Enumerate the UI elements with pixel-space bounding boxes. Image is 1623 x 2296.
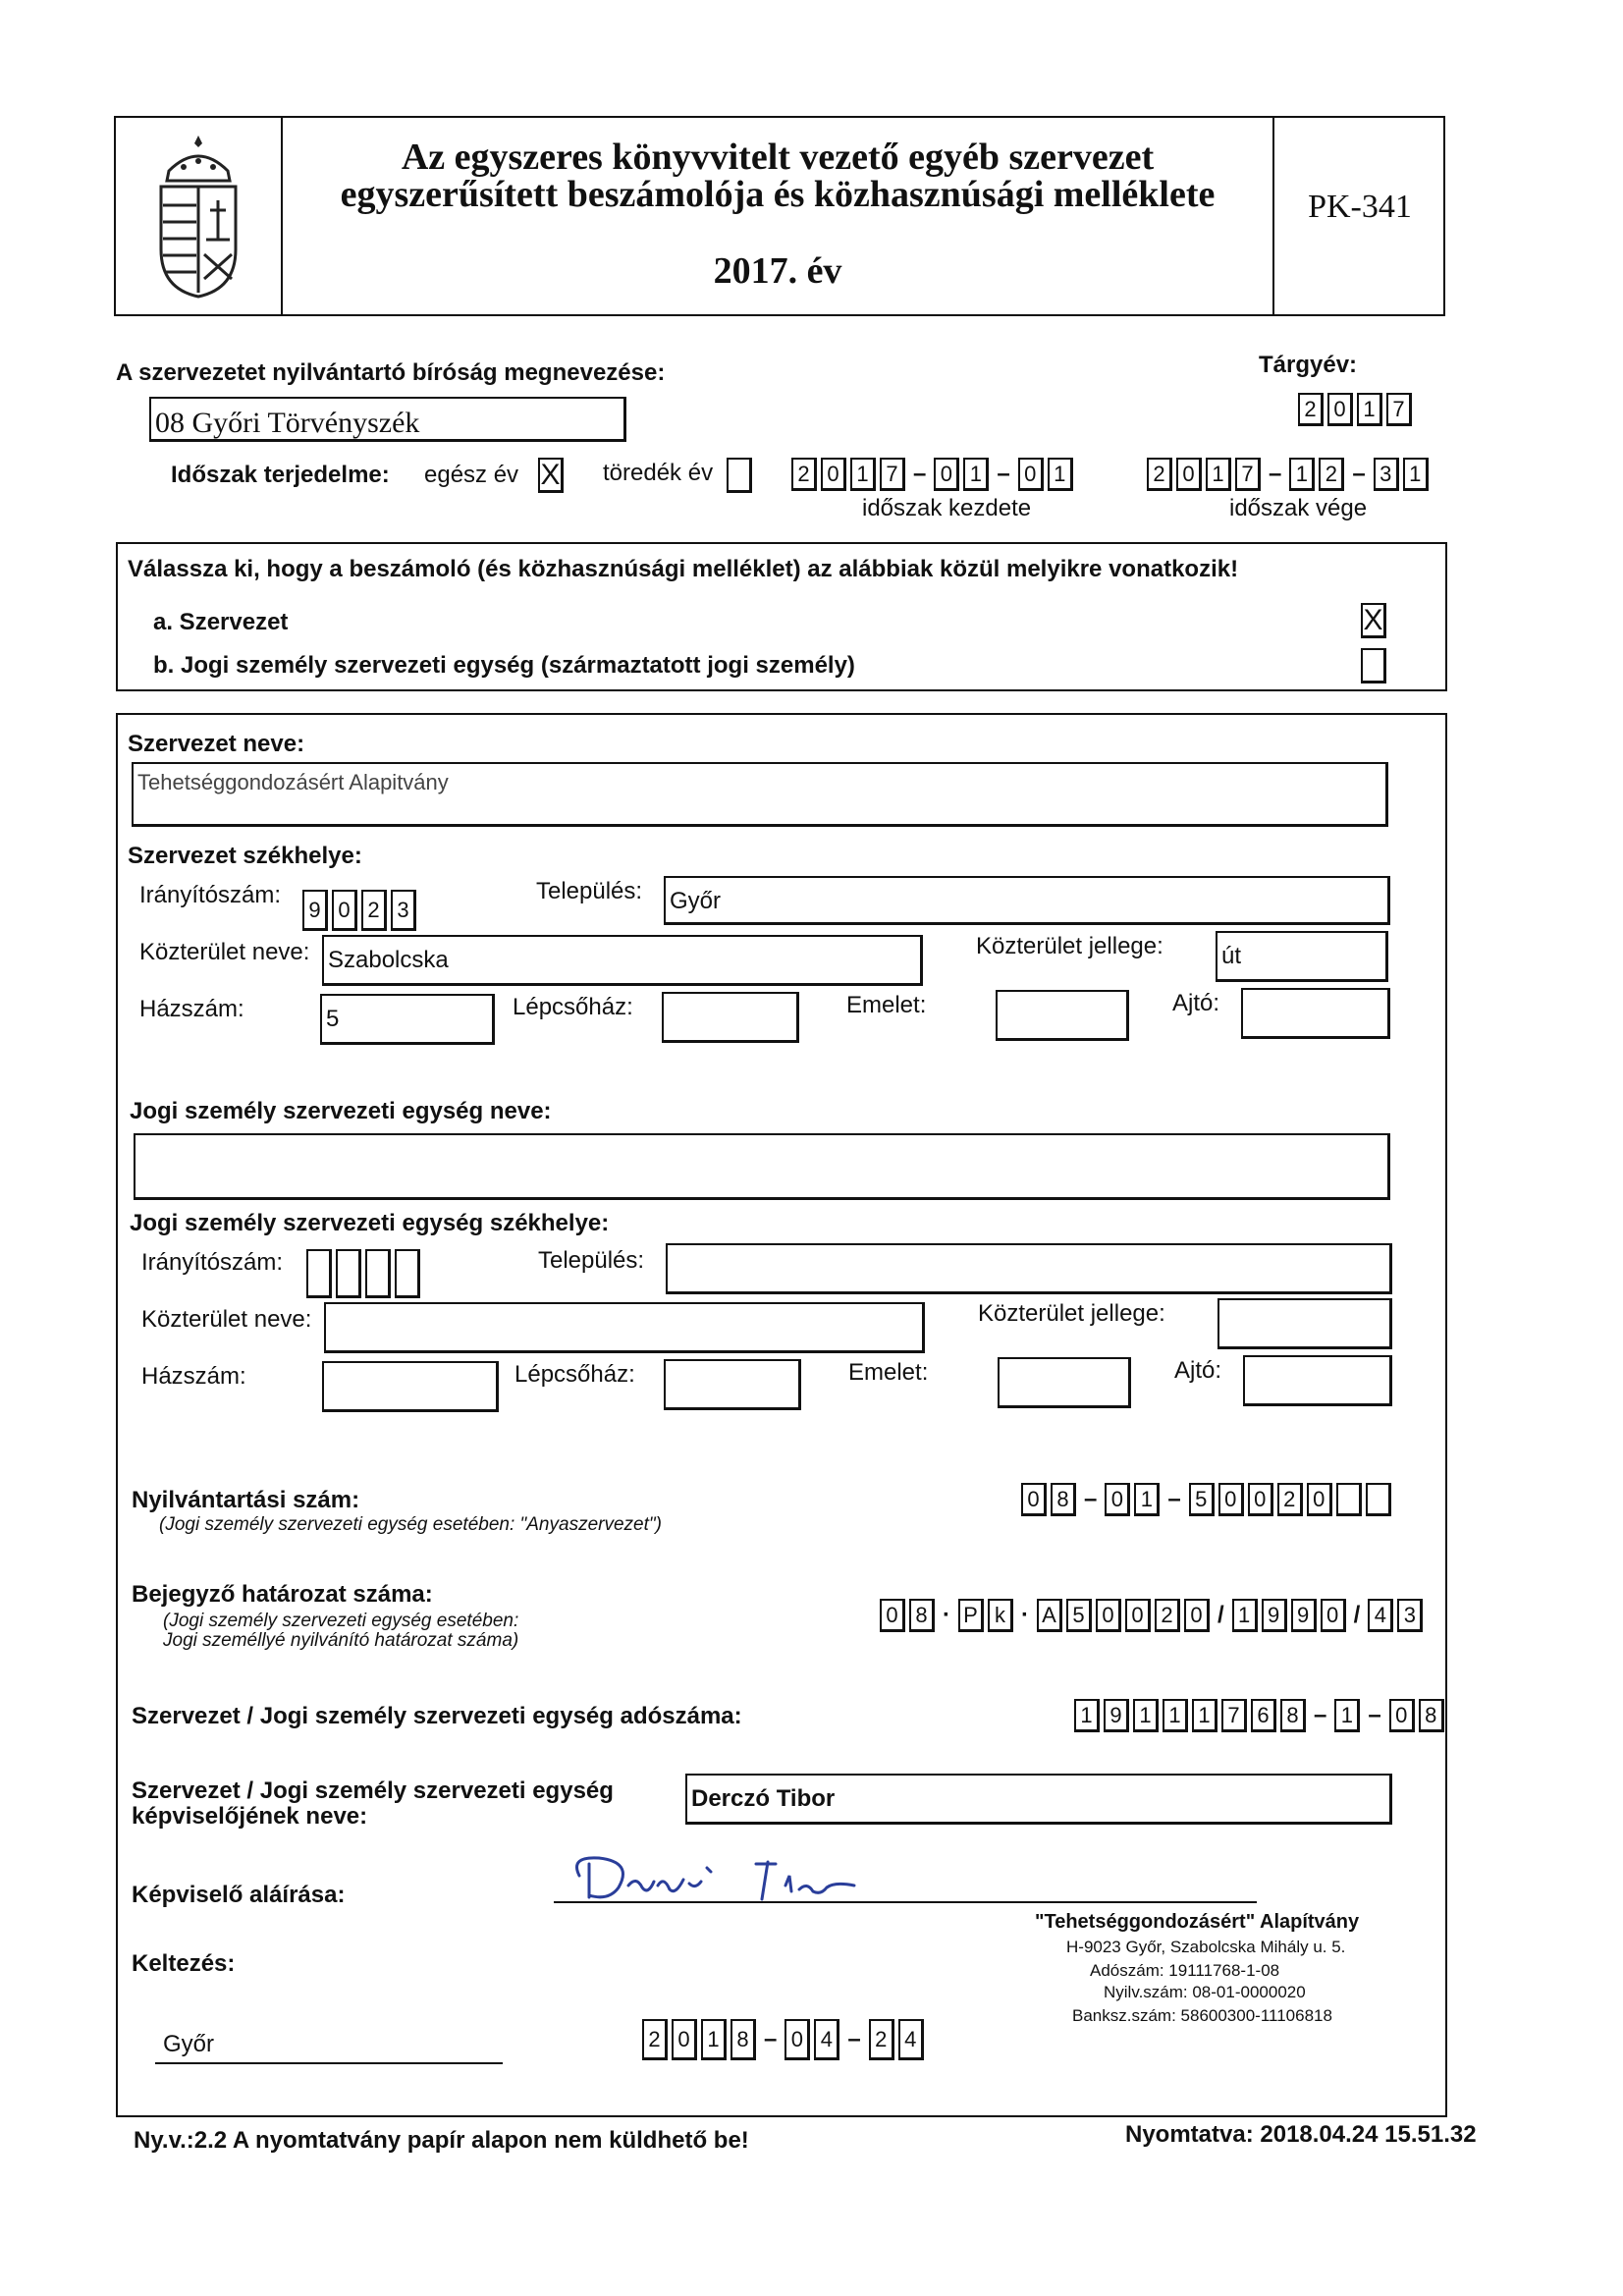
org-street-label: Közterület neve: [139, 939, 310, 965]
header-title-cell [283, 116, 1274, 316]
option-b-checkbox[interactable] [1361, 648, 1386, 683]
period-start-digit: 1 [963, 458, 989, 491]
signature-label: Képviselő aláírása: [132, 1882, 346, 1908]
tax-digit: 1 [1133, 1699, 1159, 1732]
decision-char: P [958, 1599, 984, 1632]
date-label: Keltezés: [132, 1950, 236, 1977]
decision-note-line1: (Jogi személy szervezeti egység esetében: [163, 1611, 519, 1631]
targyev-label: Tárgyév: [1259, 352, 1358, 378]
org-door-label: Ajtó: [1172, 990, 1220, 1016]
unit-seat-label: Jogi személy szervezeti egység székhelye: [130, 1210, 610, 1236]
registration-digit: 8 [1051, 1483, 1076, 1516]
option-a-checkbox[interactable]: X [1361, 603, 1386, 638]
header-logo-cell [114, 116, 283, 316]
footer-right: Nyomtatva: 2018.04.24 15.51.32 [1125, 2121, 1477, 2148]
date-digit: 4 [898, 2019, 924, 2060]
whole-year-label: egész év [424, 462, 519, 488]
date-dash: – [764, 2026, 778, 2052]
period-start-digit: 1 [1048, 458, 1073, 491]
whole-year-checkbox[interactable]: X [538, 458, 564, 493]
period-start-digit: 2 [791, 458, 817, 491]
org-floor-label: Emelet: [846, 992, 927, 1018]
decision-char: 0 [1184, 1599, 1210, 1632]
org-name-field[interactable]: Tehetséggondozásért Alapitvány [132, 762, 1388, 827]
registration-digit: 0 [1105, 1483, 1130, 1516]
period-end-digit: 1 [1403, 458, 1429, 491]
period-end-digit: 2 [1147, 458, 1172, 491]
decision-label: Bejegyző határozat száma: [132, 1581, 433, 1608]
registration-digit: 0 [1307, 1483, 1332, 1516]
unit-floor-field[interactable] [998, 1357, 1131, 1408]
unit-door-label: Ajtó: [1174, 1357, 1222, 1384]
decision-char: A [1037, 1599, 1062, 1632]
unit-stair-field[interactable] [664, 1359, 801, 1410]
decision-cells[interactable] [880, 1599, 1427, 1632]
decision-char: k [988, 1599, 1013, 1632]
org-stair-field[interactable] [662, 992, 799, 1043]
registration-digit: 2 [1277, 1483, 1303, 1516]
unit-city-field[interactable] [666, 1243, 1392, 1294]
period-end-digit: 0 [1176, 458, 1202, 491]
targyev-digit: 0 [1327, 393, 1353, 426]
partial-year-label: töredék év [603, 460, 714, 486]
tax-digit: 8 [1419, 1699, 1444, 1732]
org-house-field[interactable]: 5 [320, 994, 495, 1045]
decision-char: 2 [1155, 1599, 1180, 1632]
unit-zip-digit [306, 1249, 332, 1298]
court-label: A szervezetet nyilvántartó bíróság megnevezése: [116, 359, 666, 386]
period-start-caption: időszak kezdete [862, 495, 1032, 521]
targyev-digit: 1 [1357, 393, 1382, 426]
tax-digit: 1 [1192, 1699, 1217, 1732]
period-end-digit: 1 [1289, 458, 1315, 491]
unit-name-field[interactable] [134, 1133, 1390, 1200]
unit-zip-digit [395, 1249, 420, 1298]
unit-street-type-field[interactable] [1217, 1298, 1392, 1349]
period-start-digit: 0 [934, 458, 959, 491]
registration-cells[interactable] [1021, 1483, 1395, 1516]
decision-slash: / [1217, 1602, 1224, 1628]
stamp-line4: Nyilv.szám: 08-01-0000020 [1104, 1983, 1306, 2001]
form-code: PK-341 [1308, 189, 1412, 225]
registration-digit: 5 [1189, 1483, 1215, 1516]
date-digit: 4 [814, 2019, 839, 2060]
period-start-digit: 7 [880, 458, 905, 491]
targyev-digit: 7 [1386, 393, 1412, 426]
date-digit: 0 [672, 2019, 697, 2060]
unit-house-field[interactable] [322, 1361, 499, 1412]
period-end-caption: időszak vége [1229, 495, 1368, 521]
tax-digit: 6 [1251, 1699, 1276, 1732]
unit-street-type-label: Közterület jellege: [978, 1300, 1165, 1327]
period-end-digit: 3 [1374, 458, 1399, 491]
unit-floor-label: Emelet: [848, 1359, 929, 1386]
decision-char: 4 [1368, 1599, 1393, 1632]
handwritten-signature [560, 1846, 913, 1915]
stamp-line2: H-9023 Győr, Szabolcska Mihály u. 5. [1066, 1938, 1346, 1956]
date-cells[interactable] [642, 2019, 928, 2060]
date-dash: – [1269, 461, 1282, 487]
period-label: Időszak terjedelme: [171, 462, 390, 488]
date-place-line [155, 2062, 503, 2064]
unit-zip-cells[interactable] [306, 1249, 424, 1298]
decision-dot: · [943, 1602, 950, 1628]
decision-char: 0 [880, 1599, 905, 1632]
period-start-digit: 0 [821, 458, 846, 491]
stamp-line5: Banksz.szám: 58600300-11106818 [1072, 2006, 1332, 2025]
decision-char: 0 [1125, 1599, 1151, 1632]
date-dash: – [847, 2026, 861, 2052]
decision-dot: · [1021, 1602, 1029, 1628]
decision-char: 3 [1397, 1599, 1423, 1632]
date-dash: – [913, 461, 927, 487]
tax-digit: 9 [1104, 1699, 1129, 1732]
org-house-label: Házszám: [139, 996, 244, 1022]
org-zip-digit: 9 [302, 890, 328, 931]
registration-digit: 0 [1248, 1483, 1273, 1516]
date-digit: 0 [784, 2019, 810, 2060]
org-city-field[interactable]: Győr [664, 876, 1390, 925]
option-a-label: a. Szervezet [153, 609, 289, 635]
org-zip-digit: 3 [391, 890, 416, 931]
tax-label: Szervezet / Jogi személy szervezeti egység adószáma: [132, 1703, 742, 1729]
form-title-line1: Az egyszeres könyvvitelt vezető egyéb szervezet [401, 137, 1155, 178]
unit-zip-label: Irányítószám: [141, 1249, 284, 1276]
decision-note-line2: Jogi személlyé nyilvánító határozat száma) [163, 1630, 519, 1651]
registration-note: (Jogi személy szervezeti egység esetében: "Anyaszervezet") [159, 1514, 662, 1535]
unit-stair-label: Lépcsőház: [514, 1361, 635, 1388]
tax-digit: 7 [1221, 1699, 1247, 1732]
stamp-line1: "Tehetséggondozásért" Alapítvány [1035, 1911, 1360, 1933]
partial-year-checkbox[interactable] [727, 458, 752, 493]
unit-street-label: Közterület neve: [141, 1306, 312, 1333]
tax-digit: 1 [1163, 1699, 1188, 1732]
org-street-field[interactable]: Szabolcska [322, 935, 923, 986]
decision-char: 9 [1262, 1599, 1287, 1632]
registration-digit: 0 [1021, 1483, 1047, 1516]
org-stair-label: Lépcsőház: [513, 994, 633, 1020]
unit-zip-digit [365, 1249, 391, 1298]
registration-label: Nyilvántartási szám: [132, 1487, 360, 1513]
registration-digit: 0 [1218, 1483, 1244, 1516]
period-end-cells[interactable] [1147, 458, 1433, 491]
unit-zip-digit [336, 1249, 361, 1298]
date-dash: – [997, 461, 1010, 487]
period-end-digit: 1 [1206, 458, 1231, 491]
org-door-field[interactable] [1241, 988, 1390, 1039]
period-start-digit: 1 [850, 458, 876, 491]
number-dash: – [1084, 1486, 1098, 1512]
org-zip-digit: 0 [332, 890, 357, 931]
number-dash: – [1368, 1702, 1381, 1728]
decision-char: 8 [909, 1599, 935, 1632]
date-digit: 2 [869, 2019, 894, 2060]
period-end-digit: 7 [1235, 458, 1261, 491]
date-digit: 1 [701, 2019, 727, 2060]
unit-door-field[interactable] [1243, 1355, 1392, 1406]
representative-label-line1: Szervezet / Jogi személy szervezeti egység [132, 1777, 614, 1804]
org-name-label: Szervezet neve: [128, 731, 305, 757]
period-start-digit: 0 [1018, 458, 1044, 491]
decision-char: 0 [1096, 1599, 1121, 1632]
org-zip-digit: 2 [361, 890, 387, 931]
org-zip-label: Irányítószám: [139, 882, 282, 908]
org-floor-field[interactable] [996, 990, 1129, 1041]
date-digit: 2 [642, 2019, 668, 2060]
unit-name-label: Jogi személy szervezeti egység neve: [130, 1098, 552, 1124]
decision-char: 5 [1066, 1599, 1092, 1632]
number-dash: – [1167, 1486, 1181, 1512]
form-year-title: 2017. év [713, 250, 842, 292]
decision-char: 0 [1321, 1599, 1346, 1632]
option-b-label: b. Jogi személy szervezeti egység (származtatott jogi személy) [153, 652, 855, 679]
tax-digit: 8 [1280, 1699, 1306, 1732]
targyev-digit: 2 [1298, 393, 1324, 426]
date-dash: – [1352, 461, 1366, 487]
tax-digit: 1 [1074, 1699, 1100, 1732]
org-street-type-field[interactable]: út [1216, 931, 1388, 982]
period-end-digit: 2 [1319, 458, 1344, 491]
form-title-line2: egyszerűsített beszámolója és közhasznúsági melléklete [340, 174, 1216, 215]
registration-digit: 1 [1134, 1483, 1160, 1516]
hungarian-coat-of-arms-icon [139, 132, 257, 299]
decision-char: 1 [1232, 1599, 1258, 1632]
targyev-cells[interactable] [1298, 393, 1416, 426]
tax-digit: 0 [1389, 1699, 1415, 1732]
representative-label-line2: képviselőjének neve: [132, 1803, 368, 1830]
decision-slash: / [1353, 1602, 1361, 1628]
representative-name-field[interactable]: Derczó Tibor [685, 1774, 1392, 1825]
unit-city-label: Település: [538, 1247, 645, 1274]
choice-question: Válassza ki, hogy a beszámoló (és közhasznúsági melléklet) az alábbiak közül melyikre vonatkozik! [128, 556, 1239, 582]
tax-cells[interactable] [1074, 1699, 1448, 1732]
org-street-type-label: Közterület jellege: [976, 933, 1163, 959]
unit-street-field[interactable] [324, 1302, 925, 1353]
footer-left: Ny.v.:2.2 A nyomtatvány papír alapon nem küldhető be! [134, 2127, 749, 2154]
tax-digit: 1 [1334, 1699, 1360, 1732]
period-start-cells[interactable] [791, 458, 1077, 491]
org-zip-cells[interactable] [302, 890, 420, 931]
number-dash: – [1314, 1702, 1327, 1728]
registration-digit [1366, 1483, 1391, 1516]
stamp-line3: Adószám: 19111768-1-08 [1090, 1961, 1280, 1980]
court-name-field[interactable]: 08 Győri Törvényszék [149, 397, 626, 442]
registration-digit [1336, 1483, 1362, 1516]
unit-house-label: Házszám: [141, 1363, 246, 1390]
org-city-label: Település: [536, 878, 643, 904]
decision-char: 9 [1291, 1599, 1317, 1632]
date-place: Győr [163, 2031, 215, 2057]
org-seat-label: Szervezet székhelye: [128, 843, 362, 869]
date-digit: 8 [730, 2019, 756, 2060]
